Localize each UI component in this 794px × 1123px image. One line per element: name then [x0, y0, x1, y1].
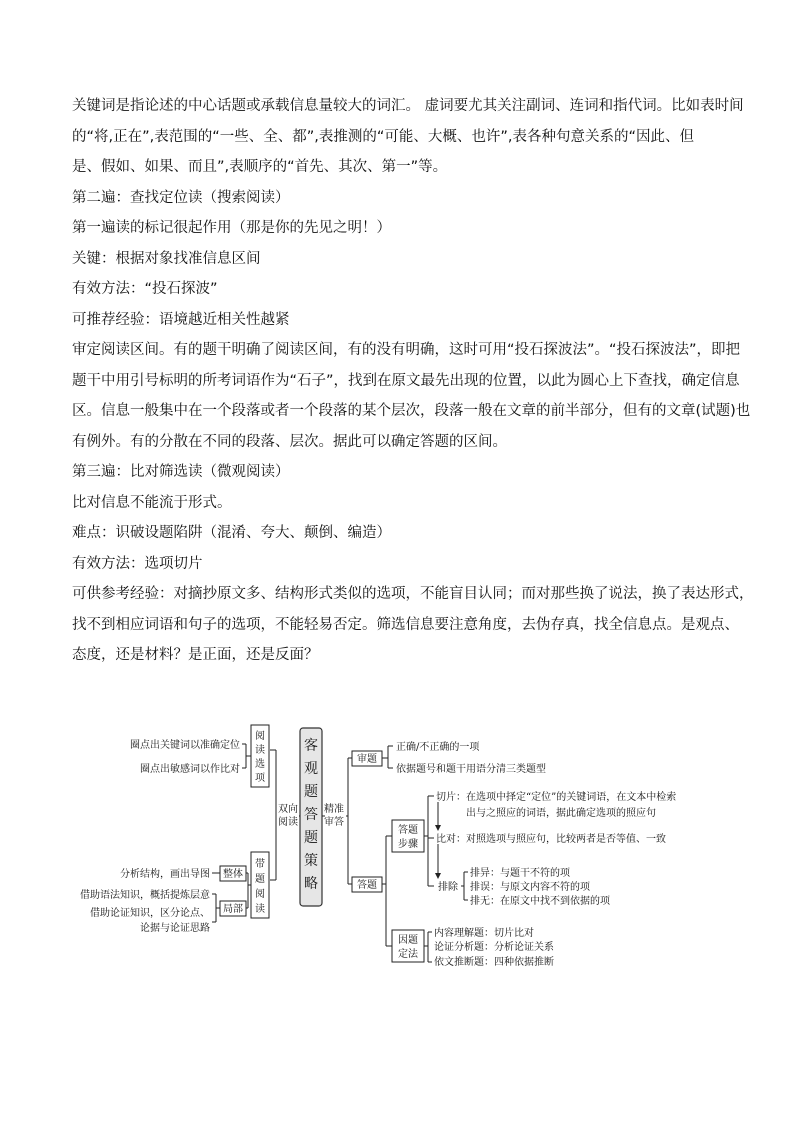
center-char: 观 [304, 761, 318, 777]
part-item: 借助论证知识，区分论点、 [90, 908, 210, 919]
paragraph-line: 有例外。有的分散在不同的段落、层次。据此可以确定答题的区间。 [72, 433, 507, 450]
exclude-item: 排无：在原文中找不到依据的项 [470, 896, 610, 907]
review-item: 依据题号和题干用语分清三类题型 [396, 764, 546, 775]
paragraph-line: 审定阅读区间。有的题干明确了阅读区间，有的没有明确，这时可用“投石探波法”。“投石探波法”，即把 [72, 342, 741, 358]
paragraph-line: 有效方法：选项切片 [72, 555, 203, 572]
paragraph-line: 的“将,正在”,表范围的“一些、全、都”,表推测的“可能、大概、也许”,表各种句意关系的“因此、但 [72, 128, 695, 145]
method-item: 内容理解题：切片比对 [434, 928, 534, 939]
right-mid-label: 精准 [324, 804, 344, 815]
paragraph-line: 关键词是指论述的中心话题或承载信息量较大的词汇。 虚词要尤其关注副词、连词和指代词。比如表时间 [72, 98, 744, 114]
svg-text:定法: 定法 [398, 949, 418, 960]
paragraph-line: 有效方法：“投石探波” [72, 281, 218, 297]
exclude-label: 排除 [438, 882, 458, 893]
body-text [72, 96, 754, 676]
part-item: 论据与论证思路 [140, 923, 210, 934]
center-char: 题 [304, 784, 318, 800]
svg-text:答题: 答题 [398, 825, 418, 836]
svg-text:选: 选 [255, 759, 265, 770]
svg-text:阅: 阅 [255, 889, 265, 900]
method-item: 依文推断题：四种依据推断 [434, 957, 554, 968]
method-item: 论证分析题：分析论证关系 [434, 942, 554, 953]
svg-text:读: 读 [255, 904, 265, 915]
svg-text:读: 读 [255, 745, 265, 756]
section-heading-third-pass: 第三遍：比对筛选读（微观阅读） [72, 464, 290, 480]
svg-text:因题: 因题 [398, 935, 418, 946]
center-char: 客 [304, 738, 318, 754]
step-compare: 比对：对照选项与照应句，比较两者是否等值、一致 [436, 834, 666, 845]
exclude-item: 排误：与原文内容不符的项 [470, 882, 590, 893]
paragraph-line: 找不到相应词语和句子的选项，不能轻易否定。筛选信息要注意角度，去伪存真，找全信息点。是观点、 [72, 616, 739, 633]
svg-text:阅: 阅 [255, 731, 265, 742]
paragraph-line: 是、假如、如果、而且”,表顺序的“首先、其次、第一”等。 [72, 159, 448, 175]
center-char: 题 [304, 830, 318, 846]
review-item: 正确/不正确的一项 [396, 742, 480, 753]
paragraph-line: 关键：根据对象找准信息区间 [72, 250, 261, 267]
right-mid-label: 审答 [324, 817, 344, 828]
step-cut: 切片：在选项中择定“定位”的关键词语，在文本中检索 [436, 792, 677, 803]
center-char: 答 [304, 807, 318, 823]
svg-text:带: 带 [255, 859, 265, 870]
svg-text:步骤: 步骤 [398, 839, 418, 850]
svg-text:题: 题 [255, 874, 265, 885]
strategy-mindmap [0, 700, 794, 1030]
answer-label: 答题 [357, 880, 377, 891]
paragraph-line: 可推荐经验：语境越近相关性越紧 [72, 311, 290, 328]
center-char: 略 [304, 876, 318, 892]
left-mid-label: 阅读 [278, 817, 298, 828]
svg-text:项: 项 [255, 773, 265, 784]
reading-option-item: 圈点出敏感词以作比对 [140, 764, 240, 775]
whole-item: 分析结构，画出导图 [120, 869, 210, 880]
paragraph-line: 难点：识破设题陷阱（混淆、夸大、颠倒、编造） [72, 525, 391, 541]
reading-option-item: 圈点出关键词以准确定位 [130, 740, 240, 751]
step-cut: 出与之照应的词语，据此确定选项的照应句 [466, 808, 656, 819]
review-label: 审题 [357, 754, 377, 765]
exclude-item: 排异：与题干不符的项 [470, 868, 570, 879]
paragraph-line: 区。信息一般集中在一个段落或者一个段落的某个层次，段落一般在文章的前半部分，但有的文章(试题)也 [72, 403, 751, 419]
paragraph-line: 第一遍读的标记很起作用（那是你的先见之明！） [72, 220, 391, 236]
paragraph-line: 题干中用引号标明的所考词语作为“石子”，找到在原文最先出现的位置，以此为圆心上下查找，确定信息 [72, 372, 740, 389]
left-mid-label: 双向 [278, 804, 298, 815]
part-label: 局部 [223, 904, 243, 915]
center-char: 策 [304, 853, 318, 869]
whole-label: 整体 [223, 869, 243, 880]
paragraph-line: 可供参考经验：对摘抄原文多、结构形式类似的选项，不能盲目认同；而对那些换了说法，换了表达形式， [72, 586, 754, 602]
paragraph-line: 比对信息不能流于形式。 [72, 494, 232, 511]
section-heading-second-pass: 第二遍：查找定位读（搜索阅读） [72, 189, 290, 206]
paragraph-line: 态度，还是材料？是正面，还是反面？ [72, 647, 319, 663]
part-item: 借助语法知识，概括提炼层意 [80, 890, 210, 901]
